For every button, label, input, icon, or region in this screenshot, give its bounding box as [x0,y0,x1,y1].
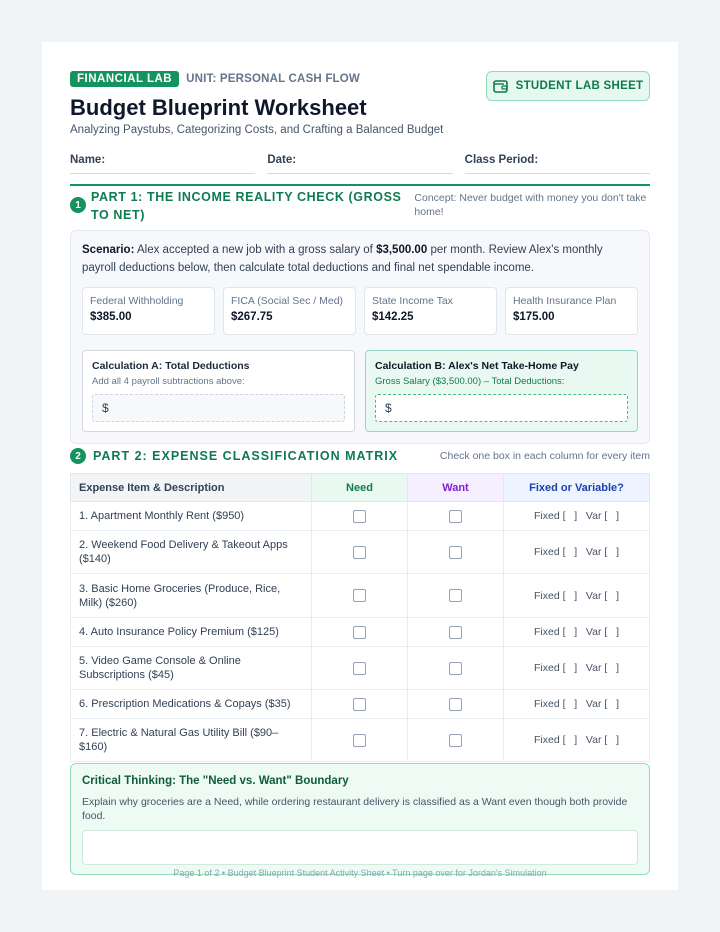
need-checkbox[interactable] [353,734,366,747]
calc-b-instructions: Gross Salary ($3,500.00) – Total Deductions: [375,376,565,387]
currency-prefix: $ [102,401,109,415]
expense-description: 6. Prescription Medications & Copays ($35) [71,690,312,719]
fixed-variable-cell [504,618,650,647]
worksheet-page [42,42,678,890]
part2-header [70,448,650,464]
student-lab-sheet-button[interactable] [486,71,650,101]
fixed-variable-options[interactable]: Fixed [ ] Var [ ] [534,626,619,638]
table-header-row [71,474,650,502]
calc-a-title: Calculation A: Total Deductions [92,360,250,372]
currency-prefix: $ [385,401,392,415]
want-cell [408,647,504,690]
fixed-variable-options[interactable]: Fixed [ ] Var [ ] [534,698,619,710]
want-checkbox[interactable] [449,546,462,559]
want-cell [408,531,504,574]
student-info-fields [70,154,650,174]
part1-title: PART 1: THE INCOME REALITY CHECK (GROSS TO NET) [91,190,402,222]
expense-matrix [70,473,650,762]
fixed-variable-cell [504,690,650,719]
column-header-need: Need [312,474,408,502]
expense-description: 7. Electric & Natural Gas Utility Bill ($90–$160) [71,719,312,762]
need-checkbox[interactable] [353,698,366,711]
expense-description: 2. Weekend Food Delivery & Takeout Apps ($140) [71,531,312,574]
scenario-box [70,230,650,444]
want-cell [408,690,504,719]
need-checkbox[interactable] [353,589,366,602]
column-header-want: Want [408,474,504,502]
column-header-fixed-variable: Fixed or Variable? [504,474,650,502]
deduction-value: $175.00 [513,311,555,323]
deduction-card [505,287,638,335]
want-checkbox[interactable] [449,626,462,639]
part2-note: Check one box in each column for every item [439,450,650,462]
fixed-variable-options[interactable]: Fixed [ ] Var [ ] [534,734,619,746]
unit-label: UNIT: PERSONAL CASH FLOW [186,73,360,85]
wallet-icon [493,80,508,93]
deduction-label: State Income Tax [372,295,453,307]
need-cell [312,647,408,690]
scenario-pre: Alex accepted a new job with a gross salary of [136,244,373,256]
total-deductions-input[interactable] [92,394,345,422]
deduction-value: $385.00 [90,311,132,323]
calculations [82,350,638,432]
calculation-a [82,350,355,432]
part1-header [70,188,650,224]
scenario-post: per month. Review Alex's monthly payroll deductions below, then calculate total deductions and final net spendable income. [82,244,603,274]
need-checkbox[interactable] [353,626,366,639]
deduction-card [364,287,497,335]
calc-a-instructions: Add all 4 payroll subtractions above: [92,376,245,387]
lab-button-label: STUDENT LAB SHEET [515,80,644,92]
need-checkbox[interactable] [353,662,366,675]
need-cell [312,502,408,531]
expense-description: 4. Auto Insurance Policy Premium ($125) [71,618,312,647]
part1-concept: Concept: Never budget with money you don't take home! [414,192,647,218]
critical-thinking-answer-field[interactable] [82,830,638,865]
fixed-variable-cell [504,719,650,762]
need-checkbox[interactable] [353,510,366,523]
page-footer: Page 1 of 2 • Budget Blueprint Student Activity Sheet • Turn page over for Jordan's Simulation [173,868,547,878]
need-checkbox[interactable] [353,546,366,559]
fixed-variable-options[interactable]: Fixed [ ] Var [ ] [534,510,619,522]
fixed-variable-options[interactable]: Fixed [ ] Var [ ] [534,589,619,602]
fixed-variable-cell [504,502,650,531]
fixed-variable-cell [504,647,650,690]
want-checkbox[interactable] [449,510,462,523]
fixed-variable-options[interactable]: Fixed [ ] Var [ ] [534,662,619,674]
deduction-card [82,287,215,335]
scenario-amount: $3,500.00 [376,244,428,256]
scenario-label: Scenario: [82,244,135,256]
want-checkbox[interactable] [449,589,462,602]
class-period-field[interactable]: Class Period: [465,154,650,174]
expense-description: 3. Basic Home Groceries (Produce, Rice, Milk) ($260) [71,574,312,618]
want-cell [408,502,504,531]
critical-thinking-box [70,763,650,875]
deduction-value: $142.25 [372,311,414,323]
critical-thinking-prompt: Explain why groceries are a Need, while ordering restaurant delivery is classified as a Want even though both provide food. [82,796,628,822]
category-badge: FINANCIAL LAB [70,71,179,87]
need-cell [312,531,408,574]
need-cell [312,574,408,618]
want-checkbox[interactable] [449,734,462,747]
want-cell [408,618,504,647]
fixed-variable-options[interactable]: Fixed [ ] Var [ ] [534,546,619,558]
want-cell [408,574,504,618]
table-row [71,502,650,531]
net-pay-input[interactable] [375,394,628,422]
table-row [71,574,650,618]
want-checkbox[interactable] [449,662,462,675]
want-checkbox[interactable] [449,698,462,711]
deductions-list [82,287,638,335]
deduction-card [223,287,356,335]
calculation-b [365,350,638,432]
need-cell [312,690,408,719]
part1-number: 1 [70,197,86,213]
deduction-value: $267.75 [231,311,273,323]
part2-title: PART 2: EXPENSE CLASSIFICATION MATRIX [93,449,399,463]
table-row [71,618,650,647]
name-field[interactable]: Name: [70,154,255,174]
table-row [71,647,650,690]
deduction-label: Health Insurance Plan [513,295,617,307]
expense-description: 5. Video Game Console & Online Subscriptions ($45) [71,647,312,690]
table-row [71,531,650,574]
fixed-variable-cell [504,574,650,618]
deduction-label: FICA (Social Sec / Med) [231,295,344,307]
expense-description: 1. Apartment Monthly Rent ($950) [71,502,312,531]
table-row [71,719,650,762]
date-field[interactable]: Date: [267,154,452,174]
page-subtitle: Analyzing Paystubs, Categorizing Costs, and Crafting a Balanced Budget [70,124,444,136]
deduction-label: Federal Withholding [90,295,184,307]
table-row [71,690,650,719]
page-title: Budget Blueprint Worksheet [70,95,367,120]
want-cell [408,719,504,762]
worksheet-content [70,70,650,875]
section-divider [70,184,650,186]
scenario-text [82,241,638,277]
critical-thinking-title: Critical Thinking: The "Need vs. Want" Boundary [82,775,349,787]
calc-b-title: Calculation B: Alex's Net Take-Home Pay [375,360,579,372]
need-cell [312,719,408,762]
need-cell [312,618,408,647]
column-header-item: Expense Item & Description [71,474,312,502]
part2-number: 2 [70,448,86,464]
fixed-variable-cell [504,531,650,574]
